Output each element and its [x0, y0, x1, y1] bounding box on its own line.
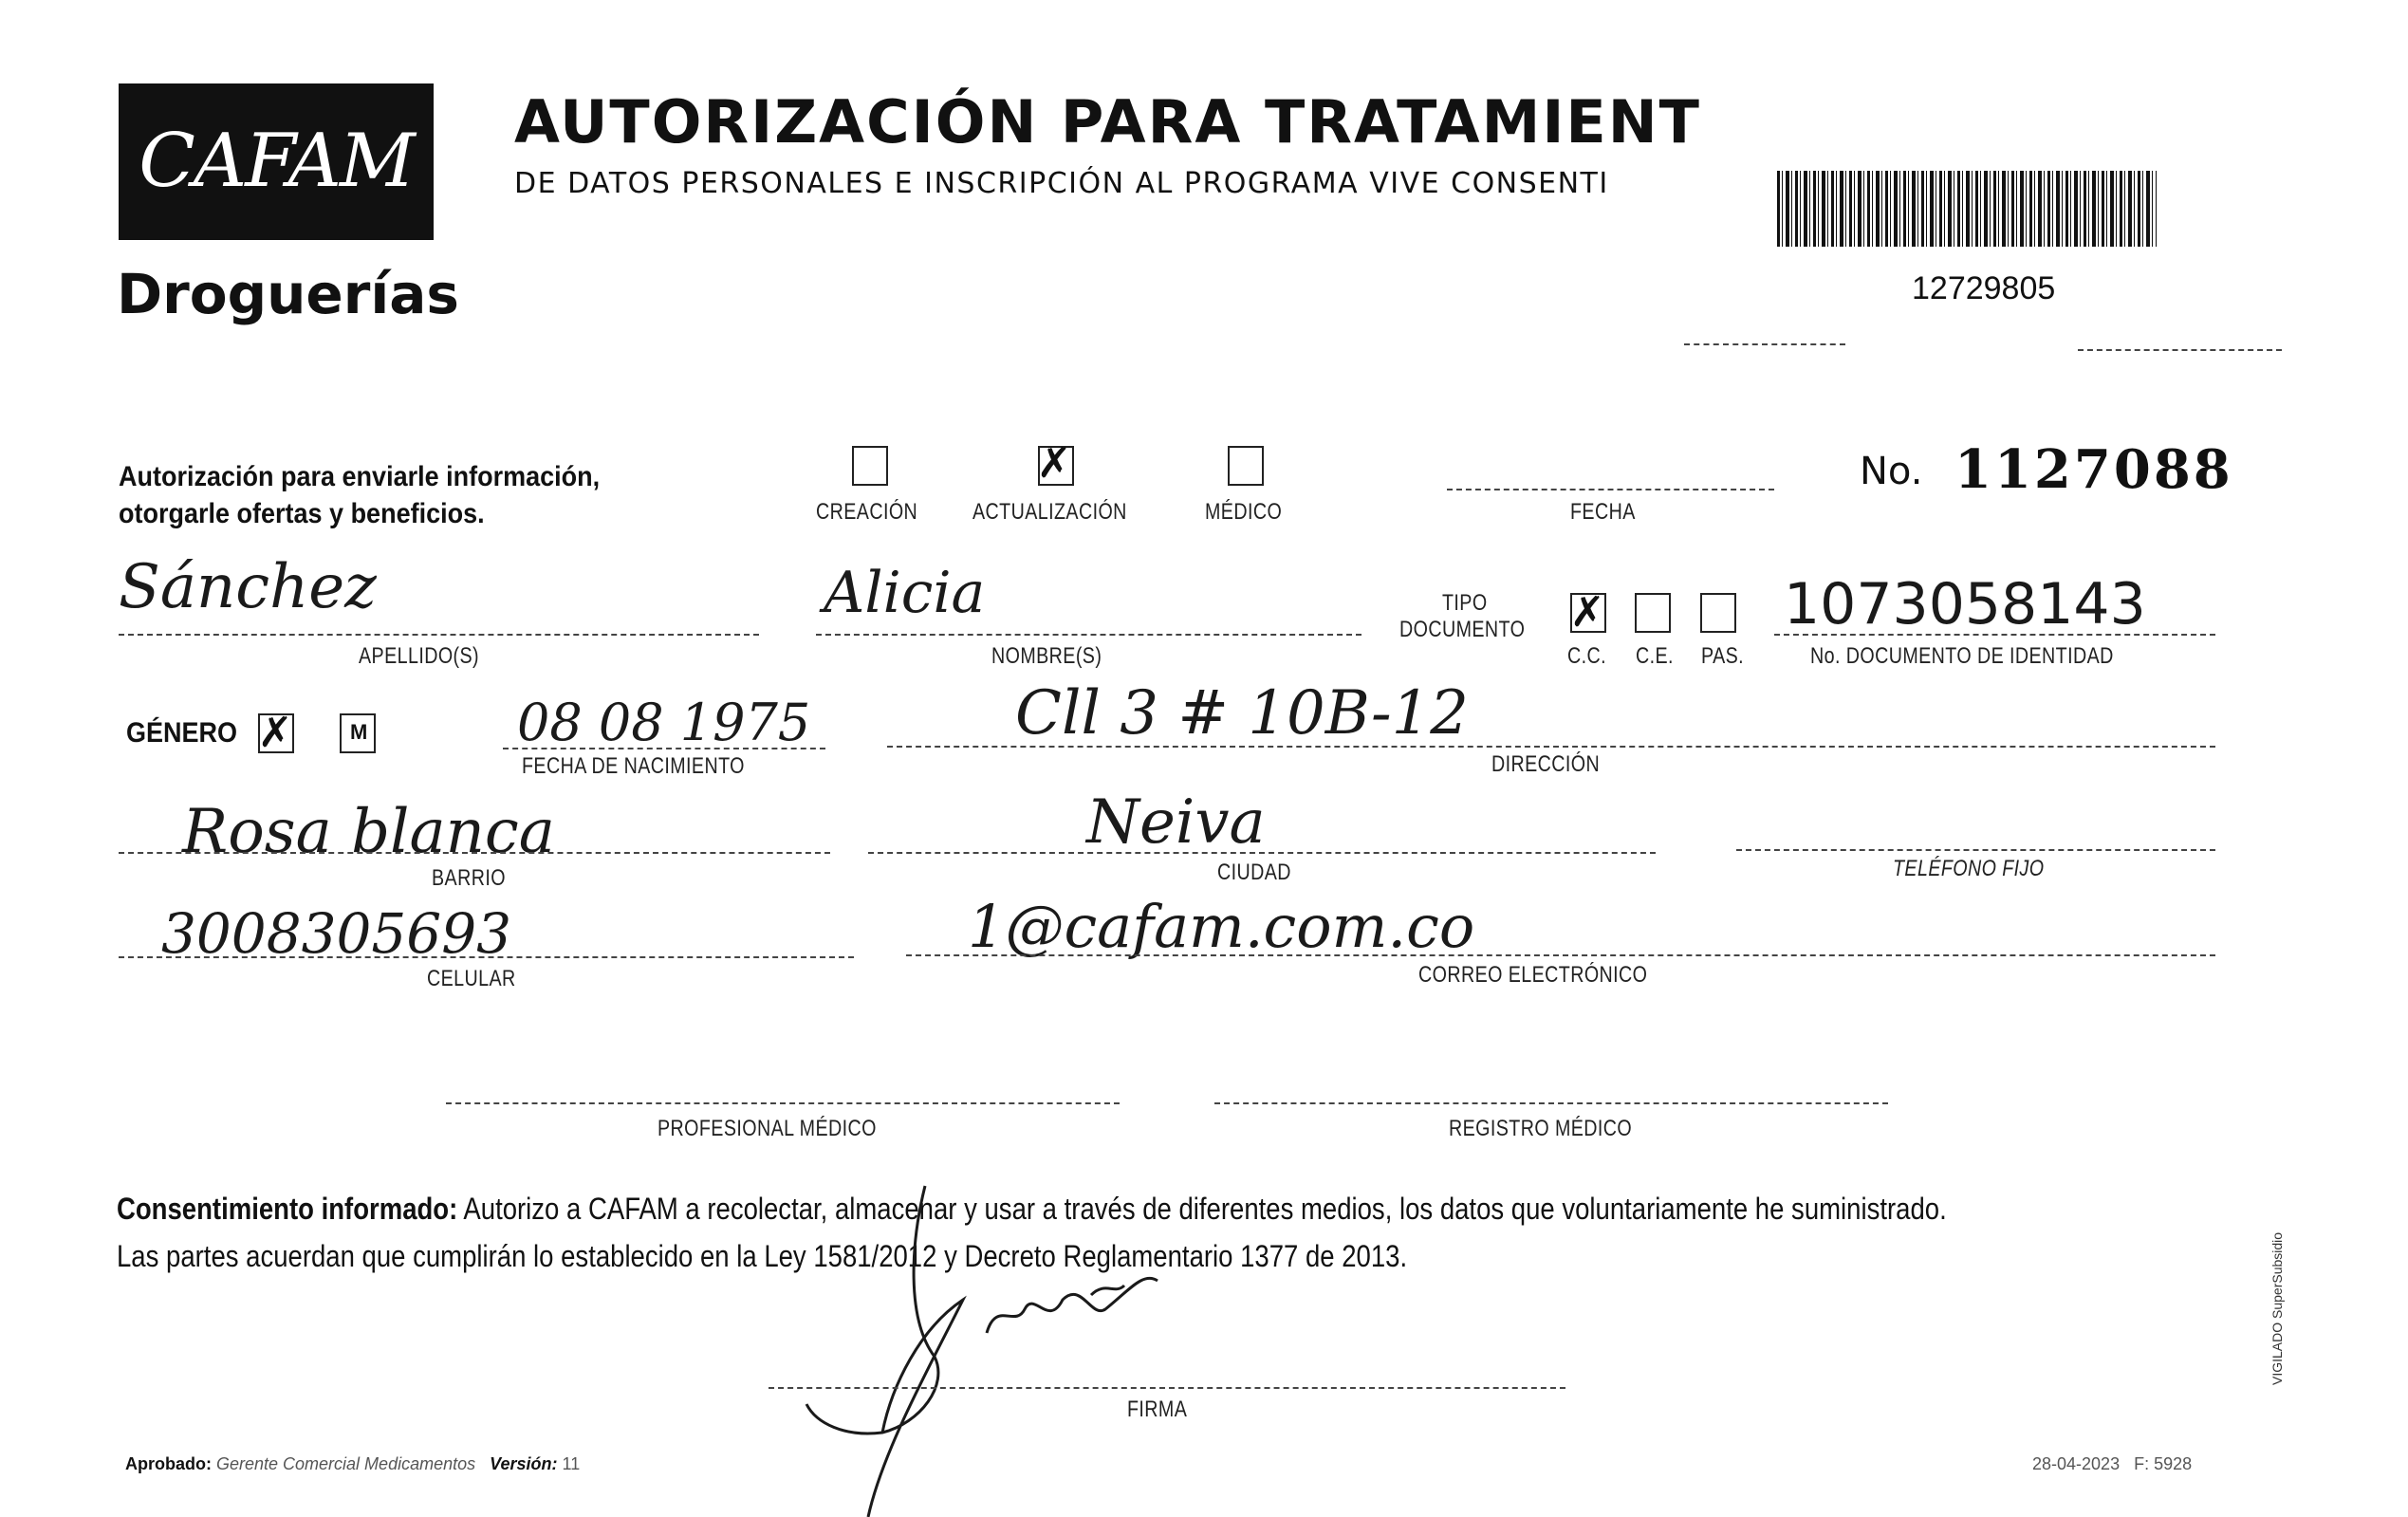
- registro-medico-label: REGISTRO MÉDICO: [1449, 1116, 1633, 1141]
- fecha-nacimiento-value[interactable]: 08 08 1975: [517, 693, 811, 752]
- genero-m-checkbox[interactable]: [340, 713, 376, 753]
- barrio-label: BARRIO: [432, 865, 506, 891]
- celular-value[interactable]: 3008305693: [161, 901, 512, 966]
- date-line: [1447, 489, 1774, 490]
- correo-label: CORREO ELECTRÓNICO: [1418, 962, 1648, 988]
- creacion-checkbox[interactable]: [852, 446, 888, 486]
- genero-label: GÉNERO: [126, 717, 238, 749]
- ciudad-line: [868, 852, 1656, 854]
- celular-label: CELULAR: [427, 966, 516, 991]
- correo-line: [906, 954, 2215, 956]
- direccion-label: DIRECCIÓN: [1491, 751, 1601, 777]
- date-code: 28-04-2023: [2032, 1454, 2121, 1473]
- telefono-label: TELÉFONO FIJO: [1893, 856, 2045, 881]
- side-vigilado-text: VIGILADO SuperSubsidio: [2269, 1231, 2285, 1385]
- number-label: No.: [1860, 450, 1923, 493]
- pas-checkbox[interactable]: [1700, 593, 1736, 633]
- celular-line: [119, 956, 854, 958]
- header-line-right: [2078, 349, 2282, 351]
- medico-checkbox[interactable]: [1228, 446, 1264, 486]
- barrio-value[interactable]: Rosa blanca: [182, 797, 555, 867]
- form-number: 1127088: [1954, 438, 2233, 501]
- cafam-logo: [119, 83, 434, 240]
- authorization-intro-line2: otorgarle ofertas y beneficios.: [119, 498, 485, 529]
- genero-f-checkbox[interactable]: [257, 709, 294, 757]
- fecha-nacimiento-line: [503, 748, 825, 749]
- footer-codes: [2032, 1454, 2192, 1474]
- documento-line: [1774, 634, 2215, 636]
- tipo-label-2: DOCUMENTO: [1399, 617, 1526, 642]
- consent-line2: Las partes acuerdan que cumplirán lo establecido en la Ley 1581/2012 y Decreto Reglamentario 1377 de 2013.: [117, 1239, 1408, 1273]
- nombres-line: [816, 634, 1361, 636]
- header-line-left: [1684, 343, 1845, 345]
- cc-checkbox[interactable]: [1569, 588, 1606, 637]
- logo-text: CAFAM: [139, 119, 414, 204]
- ciudad-label: CIUDAD: [1217, 860, 1291, 885]
- cc-label: C.C.: [1567, 643, 1606, 669]
- apellidos-value[interactable]: Sánchez: [119, 552, 377, 622]
- direccion-line: [887, 746, 2215, 748]
- brand-subtitle: Droguerías: [117, 262, 459, 326]
- creacion-label: CREACIÓN: [816, 499, 918, 525]
- nombres-label: NOMBRE(S): [991, 643, 1102, 669]
- x-mark-icon: ✗: [1569, 588, 1605, 637]
- pas-label: PAS.: [1701, 643, 1745, 669]
- approved-label: Aprobado:: [125, 1454, 212, 1473]
- genero-m-label: M: [350, 720, 368, 744]
- profesional-medico-label: PROFESIONAL MÉDICO: [658, 1116, 877, 1141]
- footer-approved: [125, 1454, 580, 1474]
- signature-line: [769, 1387, 1565, 1389]
- ciudad-value[interactable]: Neiva: [1086, 787, 1266, 858]
- direccion-value[interactable]: Cll 3 # 10B-12: [1015, 678, 1469, 749]
- version-label: Versión:: [490, 1454, 558, 1473]
- x-mark-icon: ✗: [1036, 439, 1072, 488]
- barrio-line: [119, 852, 830, 854]
- nombres-value[interactable]: Alicia: [824, 560, 986, 626]
- x-mark-icon: ✗: [257, 709, 293, 757]
- apellidos-line: [119, 634, 759, 636]
- profesional-medico-line: [446, 1102, 1120, 1104]
- signature-label: FIRMA: [1127, 1397, 1188, 1422]
- documento-value[interactable]: 1073058143: [1784, 571, 2146, 638]
- consent-text-1: Autorizo a CAFAM a recolectar, almacenar y usar a través de diferentes medios, los datos que voluntariamente he suministrado.: [463, 1192, 1947, 1226]
- ce-label: C.E.: [1636, 643, 1674, 669]
- form-title: AUTORIZACIÓN PARA TRATAMIENT: [514, 87, 1701, 157]
- version-value: 11: [562, 1454, 581, 1473]
- actualizacion-checkbox[interactable]: [1036, 439, 1074, 488]
- date-label: FECHA: [1570, 499, 1636, 525]
- medico-label: MÉDICO: [1205, 499, 1283, 525]
- telefono-line: [1736, 849, 2215, 851]
- form-subtitle: DE DATOS PERSONALES E INSCRIPCIÓN AL PROGRAMA VIVE CONSENTI: [514, 167, 1609, 200]
- barcode: [1777, 171, 2157, 247]
- signature-drawing: [778, 1167, 1309, 1517]
- registro-medico-line: [1214, 1102, 1888, 1104]
- tipo-label-1: TIPO: [1442, 590, 1488, 616]
- correo-value[interactable]: 1@cafam.com.co: [968, 892, 1475, 961]
- consent-heading: Consentimiento informado:: [117, 1192, 458, 1226]
- fecha-nacimiento-label: FECHA DE NACIMIENTO: [522, 753, 745, 779]
- ce-checkbox[interactable]: [1635, 593, 1671, 633]
- authorization-intro-line1: Autorización para enviarle información,: [119, 461, 601, 492]
- form-code: F: 5928: [2134, 1454, 2193, 1473]
- apellidos-label: APELLIDO(S): [359, 643, 480, 669]
- documento-label: No. DOCUMENTO DE IDENTIDAD: [1810, 643, 2114, 669]
- approved-value: Gerente Comercial Medicamentos: [216, 1454, 476, 1473]
- actualizacion-label: ACTUALIZACIÓN: [972, 499, 1127, 525]
- barcode-number: 12729805: [1912, 270, 2056, 306]
